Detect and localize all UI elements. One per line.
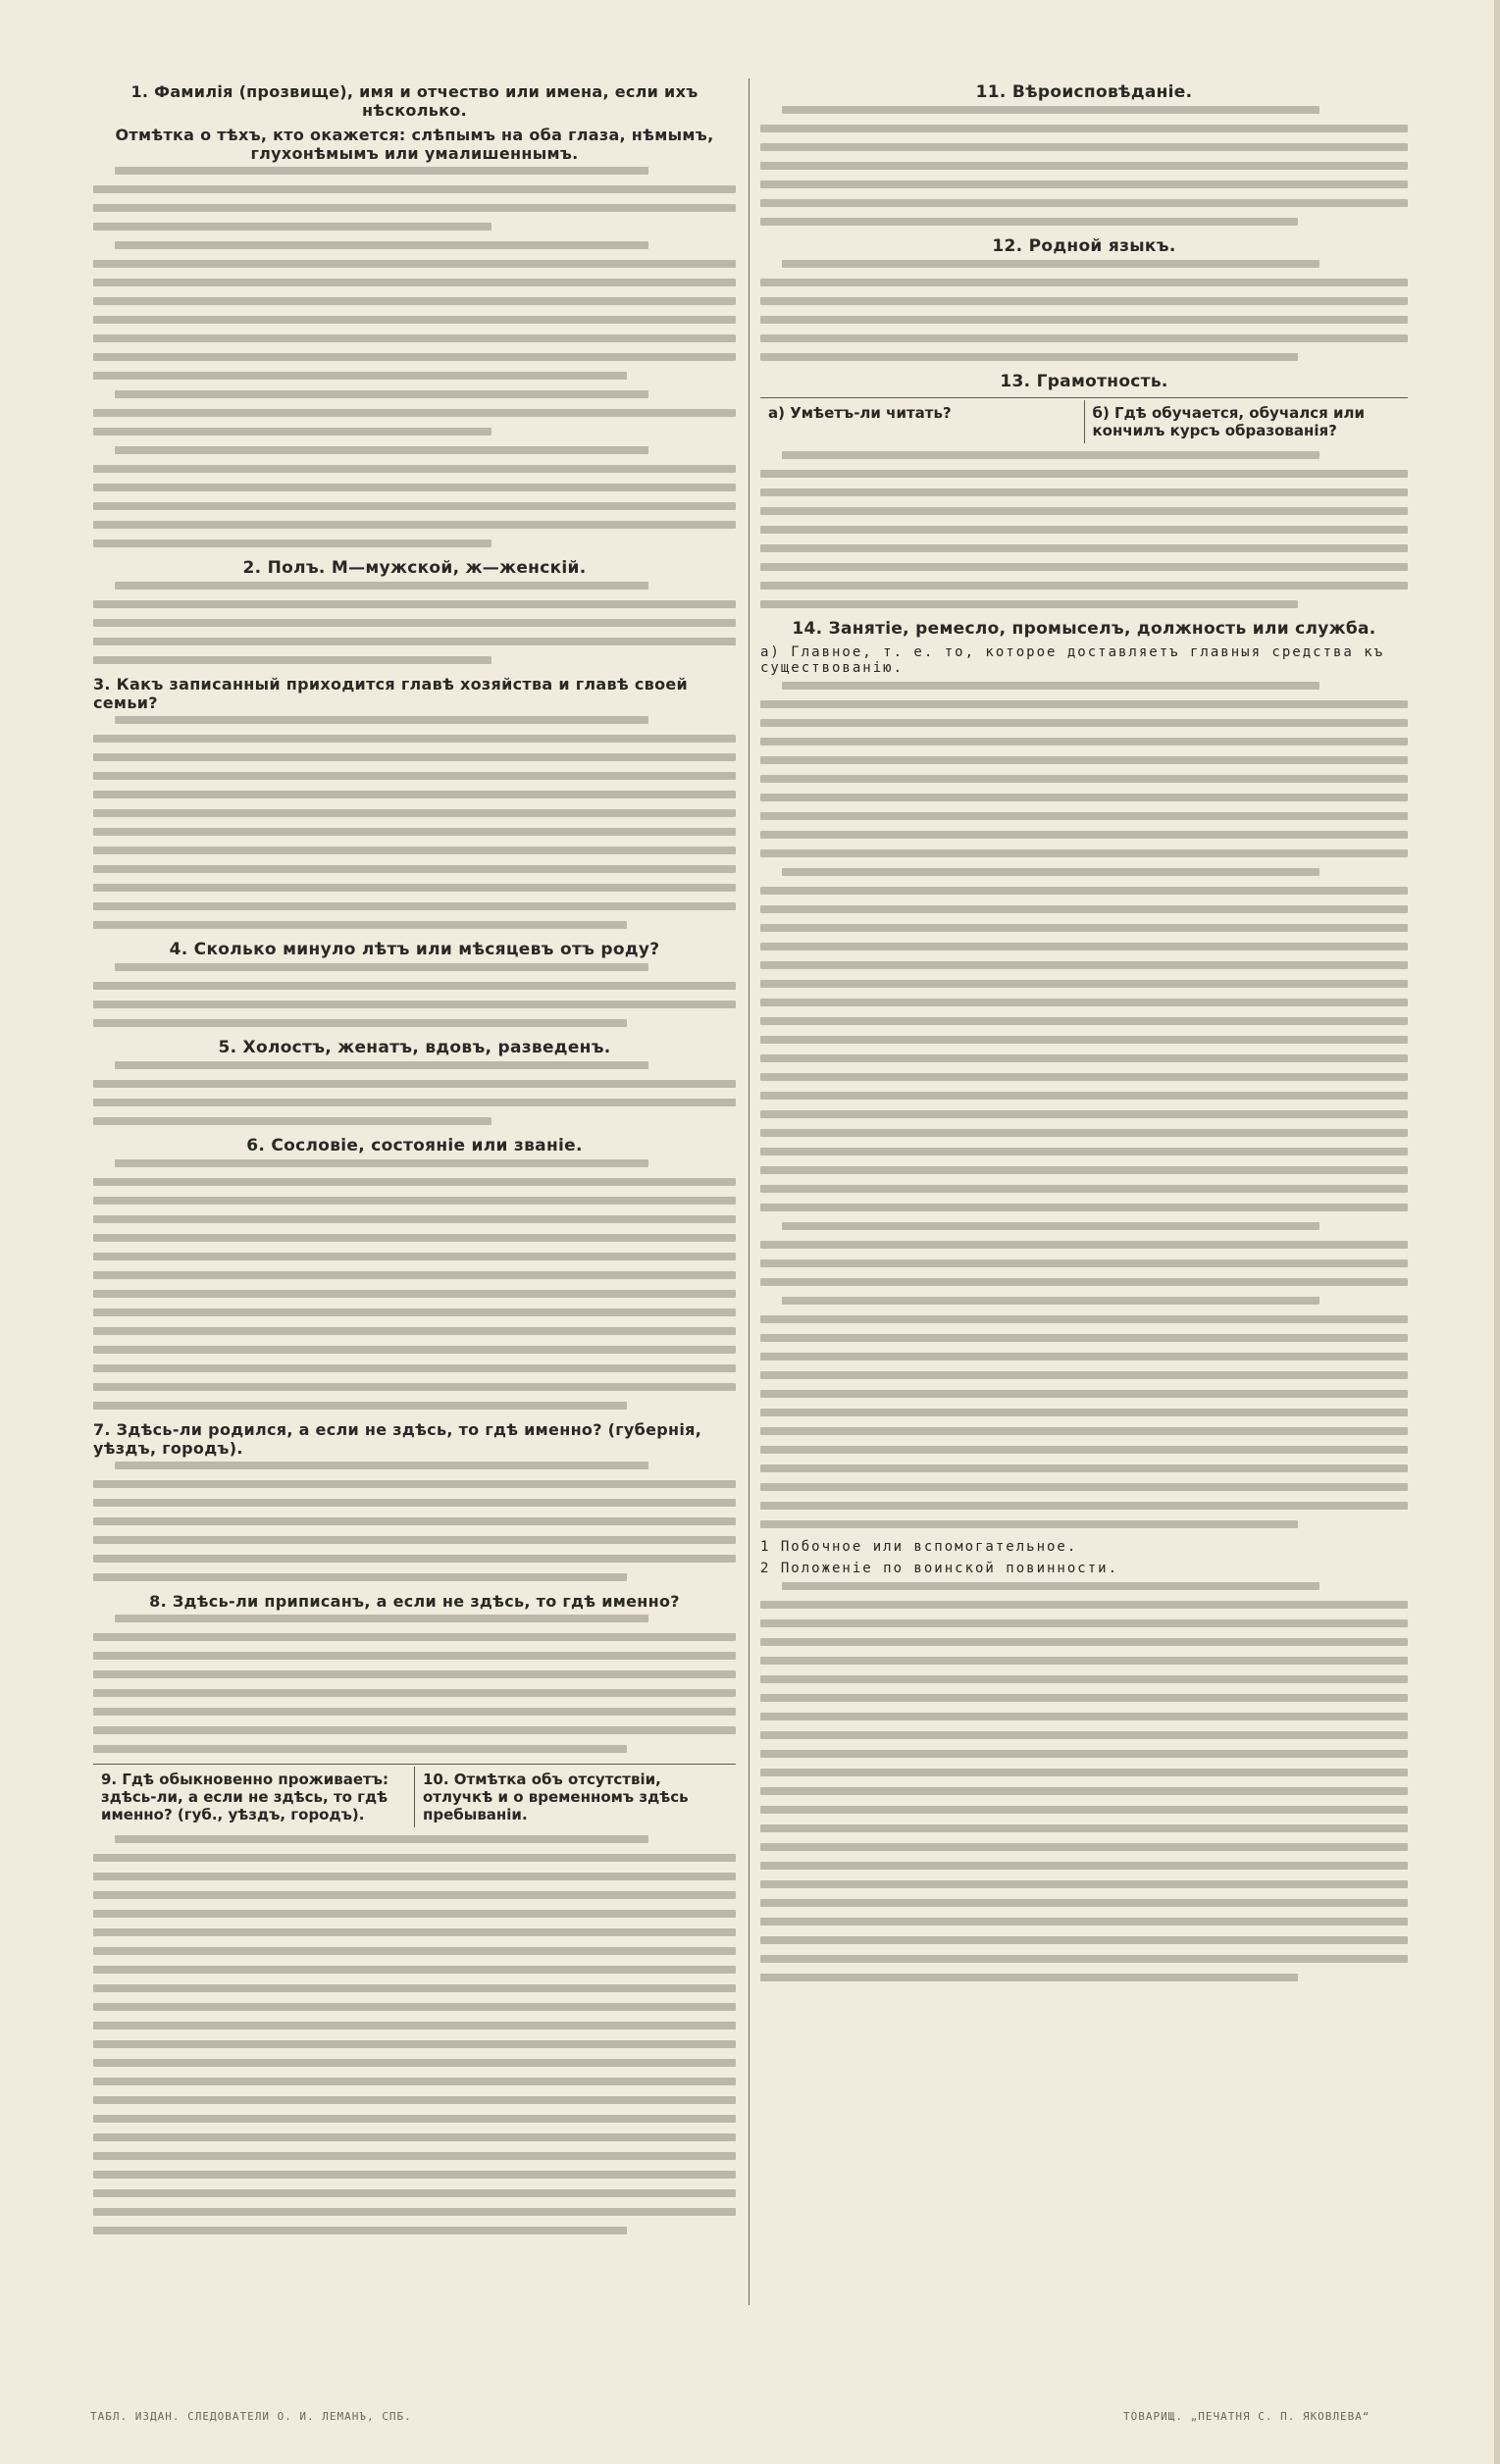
- section-4-text: [93, 963, 736, 1027]
- section-1-subtitle: Отмѣтка о тѣхъ, кто окажется: слѣпымъ на оба глаза, нѣмымъ, глухонѣмымъ или умалишеннымъ.: [115, 126, 714, 163]
- section-6-title: 6. Сословіе, состояніе или званіе.: [246, 1136, 583, 1155]
- column-divider: [749, 78, 750, 2305]
- printer-footer-right: ТОВАРИЩ. „ПЕЧАТНЯ С. П. ЯКОВЛЕВА“: [1123, 2410, 1371, 2423]
- right-column: [760, 77, 1408, 1992]
- section-6-text: [93, 1159, 736, 1410]
- section-1-title: 1. Фамилія (прозвище), имя и отчество или имена, если ихъ нѣсколько.: [130, 82, 698, 120]
- section-13-a: а) Умѣетъ-ли читать?: [768, 404, 952, 422]
- section-2-text: [93, 582, 736, 664]
- section-8-text: [93, 1615, 736, 1753]
- section-2-title: 2. Полъ. М—мужской, ж—женскій.: [242, 558, 587, 578]
- sections-9-10-header: [93, 1764, 736, 1829]
- section-14-a: а) Главное, т. е. то, которое доставляетъ главныя средства къ существованію.: [760, 644, 1385, 676]
- section-14-a-text: [760, 682, 1408, 1528]
- section-13-subheaders: [760, 397, 1408, 445]
- section-14-b-text: [760, 1582, 1408, 1981]
- section-3-text: [93, 716, 736, 929]
- left-column: [93, 77, 736, 2245]
- section-10-title: 10. Отмѣтка объ отсутствіи, отлучкѣ и о временномъ здѣсь пребываніи.: [414, 1767, 736, 1827]
- section-11-text: [760, 106, 1408, 226]
- section-14-b2: 2 Положеніе по воинской повинности.: [760, 1561, 1119, 1576]
- section-5-title: 5. Холостъ, женатъ, вдовъ, разведенъ.: [218, 1038, 611, 1057]
- section-1-text: [93, 167, 736, 547]
- section-14-title: 14. Занятіе, ремесло, промыселъ, должность или служба.: [792, 619, 1376, 639]
- section-7-title: 7. Здѣсь-ли родился, а если не здѣсь, то гдѣ именно? (губернія, уѣздъ, городъ).: [93, 1420, 702, 1458]
- section-7-text: [93, 1462, 736, 1581]
- page-edge: [1494, 0, 1500, 2464]
- section-13-b: б) Гдѣ обучается, обучался или кончилъ курсъ образованія?: [1084, 400, 1409, 443]
- section-13-text: [760, 451, 1408, 608]
- section-4-title: 4. Сколько минуло лѣтъ или мѣсяцевъ отъ роду?: [169, 940, 660, 959]
- section-14-b1: 1 Побочное или вспомогательное.: [760, 1539, 1078, 1555]
- section-12-text: [760, 260, 1408, 361]
- section-9-title: 9. Гдѣ обыкновенно проживаетъ: здѣсь-ли, а если не здѣсь, то гдѣ именно? (губ., уѣздъ, городъ).: [101, 1771, 388, 1823]
- printer-footer-left: ТАБЛ. ИЗДАН. СЛЕДОВАТЕЛИ О. И. ЛЕМАНЪ, СПБ.: [90, 2410, 412, 2423]
- section-11-title: 11. Вѣроисповѣданіе.: [975, 82, 1193, 102]
- section-9-10-text: [93, 1835, 736, 2234]
- section-5-text: [93, 1061, 736, 1125]
- section-13-title: 13. Грамотность.: [1000, 372, 1168, 391]
- section-3-title: 3. Какъ записанный приходится главѣ хозяйства и главѣ своей семьи?: [93, 675, 689, 712]
- section-12-title: 12. Родной языкъ.: [992, 236, 1176, 256]
- section-8-title: 8. Здѣсь-ли приписанъ, а если не здѣсь, то гдѣ именно?: [149, 1592, 680, 1611]
